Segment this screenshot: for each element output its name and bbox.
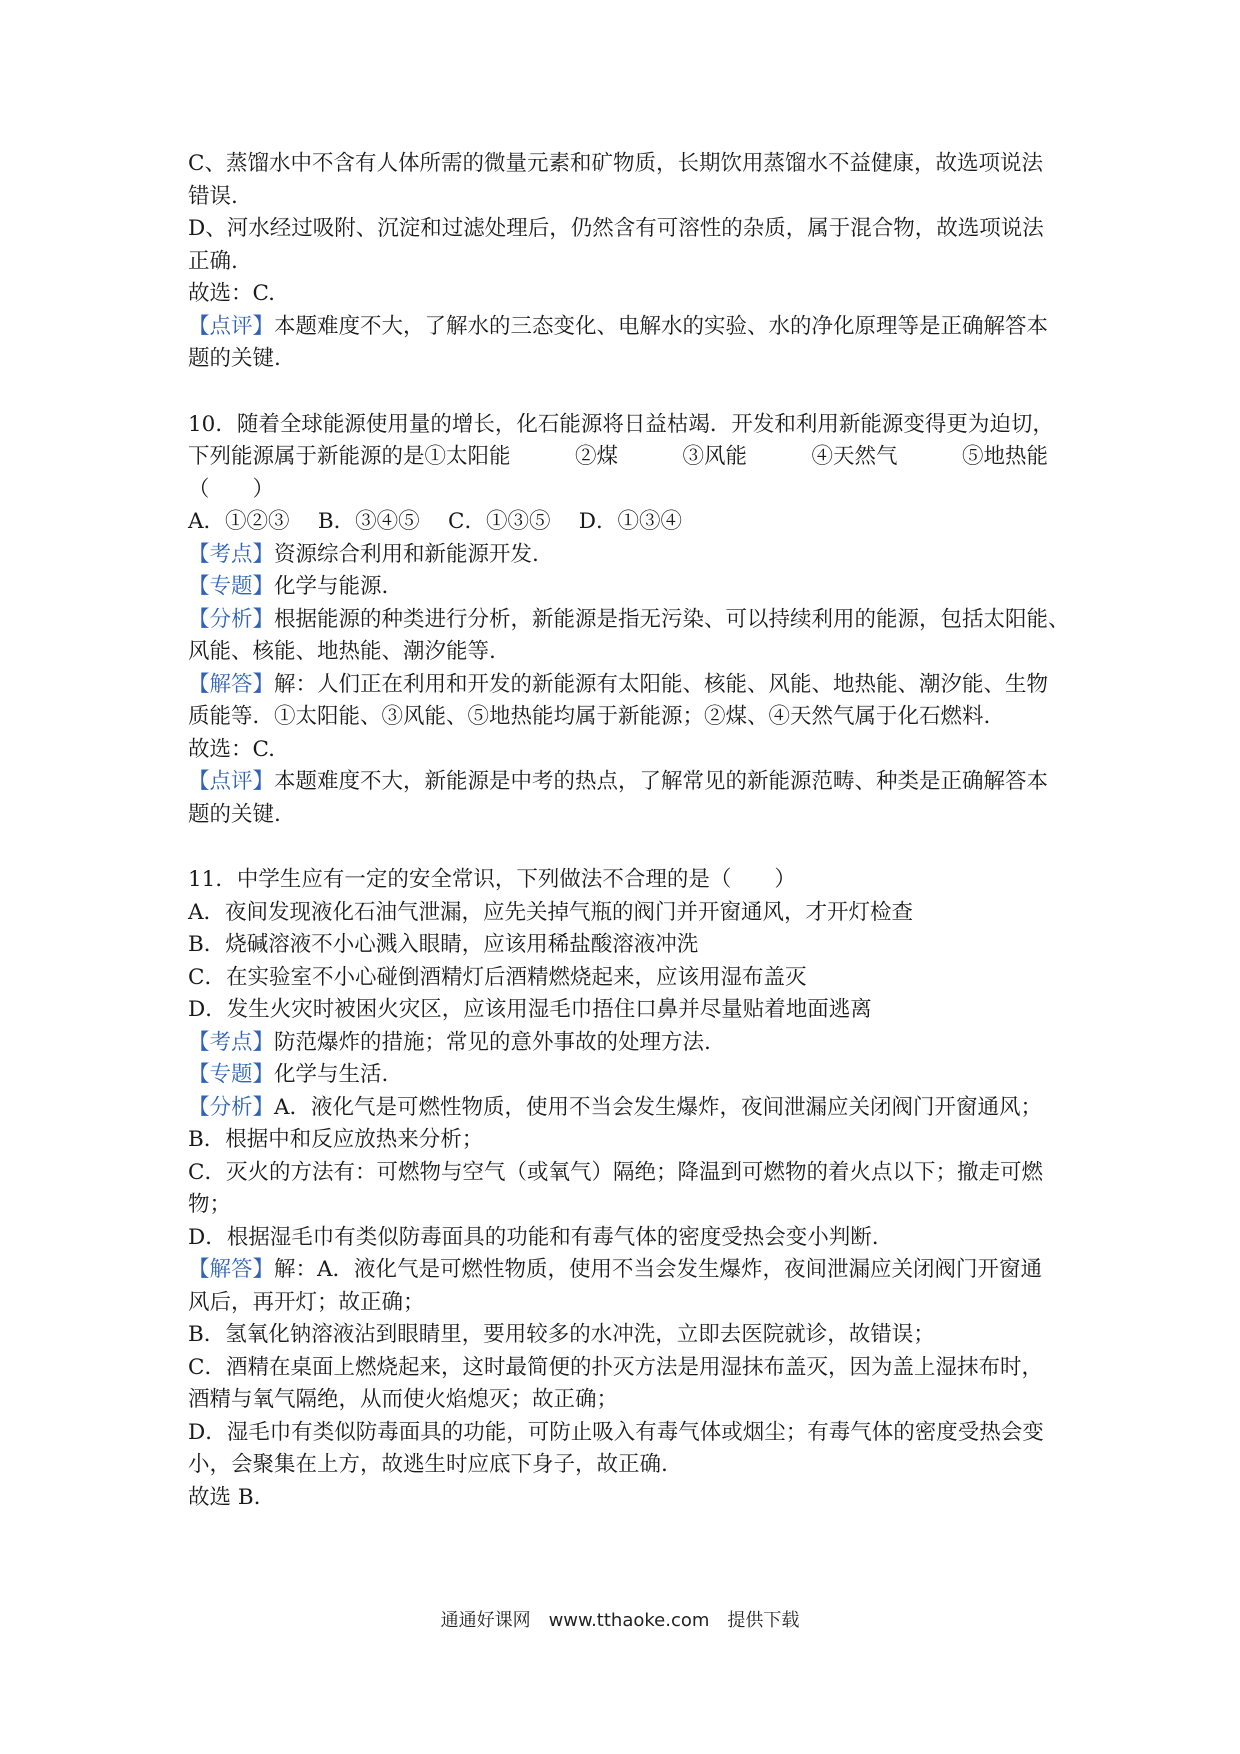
jieda-tag: 【解答】 (188, 1257, 275, 1282)
q11-kaodian (188, 1027, 1068, 1060)
page-footer: 通通好课网 www.tthaoke.com 提供下载 (440, 1610, 800, 1631)
q11-jieda-line1 (188, 1254, 1068, 1287)
spacer (188, 831, 1068, 864)
q10-fenxi-line2: 风能、核能、地热能、潮汐能等. (188, 639, 496, 664)
q10-stem-line3: （ ） (188, 476, 275, 502)
q9-option-d-line1: D、河水经过吸附、沉淀和过滤处理后，仍然含有可溶性的杂质，属于混合物，故选项说法 (188, 216, 1044, 241)
q11-fenxi-line4: 物； (188, 1192, 232, 1217)
review-tag: 【点评】 (188, 313, 275, 339)
kaodian-tag: 【考点】 (188, 541, 275, 567)
q11-zhuanti-text: 化学与生活. (274, 1062, 389, 1087)
q11-option-c: C．在实验室不小心碰倒酒精灯后酒精燃烧起来，应该用湿布盖灭 (188, 964, 807, 990)
q9-review-line1 (188, 311, 1068, 344)
q11-answer: 故选 B. (188, 1484, 261, 1510)
q10-fenxi-line1 (188, 604, 1068, 637)
q11-fenxi-text: A．液化气是可燃性物质，使用不当会发生爆炸，夜间泄漏应关闭阀门开窗通风； (274, 1094, 1043, 1120)
q9-option-c-line2: 错误. (188, 183, 238, 209)
q11-fenxi-line5: D．根据湿毛巾有类似防毒面具的功能和有毒气体的密度受热会变小判断. (188, 1224, 879, 1250)
q9-option-c-line1: C、蒸馏水中不含有人体所需的微量元素和矿物质，长期饮用蒸馏水不益健康，故选项说法 (188, 151, 1043, 176)
q11-jieda-line7: 小，会聚集在上方，故逃生时应底下身子，故正确. (188, 1452, 668, 1477)
q10-jieda-text: 解：人们正在利用和开发的新能源有太阳能、核能、风能、地热能、潮汐能、生物 (274, 671, 1049, 697)
q10-jieda-line2: 质能等．①太阳能、③风能、⑤地热能均属于新能源；②煤、④天然气属于化石燃料. (188, 704, 991, 729)
q11-fenxi-line2: B．根据中和反应放热来分析； (188, 1127, 484, 1152)
q10-stem-line2: 下列能源属于新能源的是①太阳能 ②煤 ③风能 ④天然气 ⑤地热能 (188, 444, 1049, 469)
q11-jieda-line5: 酒精与氧气隔绝，从而使火焰熄灭；故正确； (188, 1387, 619, 1412)
q10-options: A．①②③ B．③④⑤ C．①③⑤ D．①③④ (188, 509, 683, 534)
q11-jieda-line2: 风后，再开灯；故正确； (188, 1289, 425, 1315)
q11-jieda-line6: D．湿毛巾有类似防毒面具的功能，可防止吸入有毒气体或烟尘；有毒气体的密度受热会变 (188, 1419, 1044, 1445)
q10-answer: 故选：C. (188, 736, 276, 762)
spacer (188, 376, 1068, 409)
fenxi-tag: 【分析】 (188, 606, 275, 632)
q11-option-d: D．发生火灾时被困火灾区，应该用湿毛巾捂住口鼻并尽量贴着地面逃离 (188, 997, 872, 1022)
q10-zhuanti-text: 化学与能源. (274, 574, 389, 599)
jieda-tag: 【解答】 (188, 671, 275, 697)
zhuanti-tag: 【专题】 (188, 574, 275, 599)
q11-fenxi-line1 (188, 1092, 1068, 1125)
document-body (188, 148, 1068, 1514)
q11-stem: 11．中学生应有一定的安全常识，下列做法不合理的是（ ） (188, 867, 796, 892)
q10-jieda-line1 (188, 669, 1068, 702)
kaodian-tag: 【考点】 (188, 1029, 275, 1055)
q11-option-b: B．烧碱溶液不小心溅入眼睛，应该用稀盐酸溶液冲洗 (188, 932, 699, 957)
q9-review-text: 本题难度不大，了解水的三态变化、电解水的实验、水的净化原理等是正确解答本 (274, 313, 1049, 339)
review-tag: 【点评】 (188, 769, 275, 794)
q9-review-line2: 题的关键. (188, 346, 281, 371)
q10-review-line2: 题的关键. (188, 801, 281, 827)
q10-review-line1 (188, 766, 1068, 799)
zhuanti-tag: 【专题】 (188, 1062, 275, 1087)
q10-stem-line1: 10．随着全球能源使用量的增长，化石能源将日益枯竭．开发和利用新能源变得更为迫切， (188, 411, 1054, 437)
q10-zhuanti (188, 571, 1068, 604)
q11-option-a: A．夜间发现液化石油气泄漏，应先关掉气瓶的阀门并开窗通风，才开灯检查 (188, 899, 914, 925)
q11-jieda-line4: C．酒精在桌面上燃烧起来，这时最简便的扑灭方法是用湿抹布盖灭，因为盖上湿抹布时， (188, 1354, 1043, 1380)
q10-review-text: 本题难度不大，新能源是中考的热点，了解常见的新能源范畴、种类是正确解答本 (274, 769, 1049, 794)
q10-kaodian (188, 539, 1068, 572)
q11-zhuanti (188, 1059, 1068, 1092)
q9-answer: 故选：C. (188, 281, 276, 306)
q9-option-d-line2: 正确. (188, 248, 238, 274)
fenxi-tag: 【分析】 (188, 1094, 275, 1120)
q11-kaodian-text: 防范爆炸的措施；常见的意外事故的处理方法. (274, 1029, 711, 1055)
q10-fenxi-text: 根据能源的种类进行分析，新能源是指无污染、可以持续利用的能源，包括太阳能、 (274, 606, 1070, 632)
q11-fenxi-line3: C．灭火的方法有：可燃物与空气（或氧气）隔绝；降温到可燃物的着火点以下；撤走可燃 (188, 1159, 1043, 1185)
q11-jieda-text: 解：A．液化气是可燃性物质，使用不当会发生爆炸，夜间泄漏应关闭阀门开窗通 (274, 1257, 1043, 1282)
q11-jieda-line3: B．氢氧化钠溶液沾到眼睛里，要用较多的水冲洗，立即去医院就诊，故错误； (188, 1322, 935, 1347)
q10-kaodian-text: 资源综合利用和新能源开发. (274, 541, 539, 567)
